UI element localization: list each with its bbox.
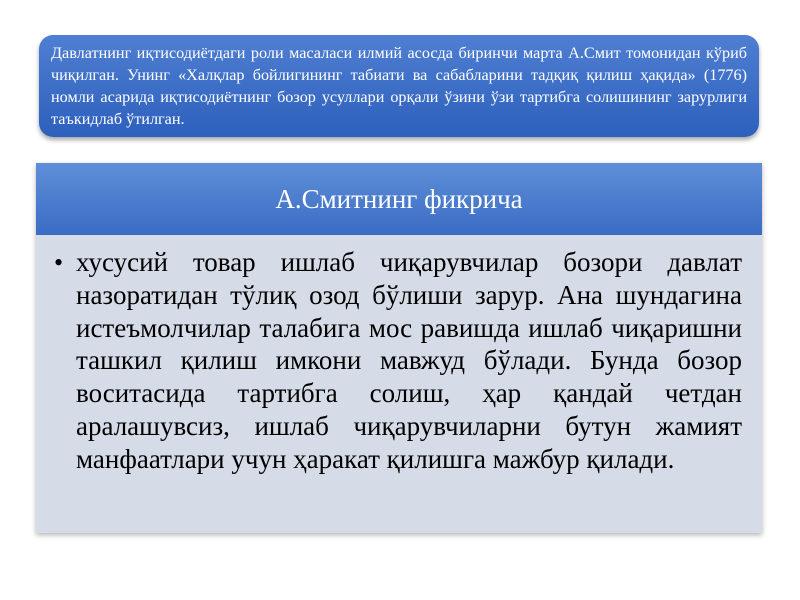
intro-box (39, 35, 759, 137)
bullet-marker: • (54, 248, 64, 277)
intro-text: Давлатнинг иқтисодиётдаги роли масаласи илмий асосда биринчи марта А.Смит томонидан кўриб чиқилган. Унинг «Халқлар бойлигининг табиати ва сабабларини тадқиқ қилиш ҳақида» (1776) номли асарида иқтисодиётнинг бозор усуллари орқали ўзини ўзи тартибга солишининг зарурлиги таъкидлаб ўтилган. (51, 44, 747, 128)
smith-opinion-card (36, 163, 762, 533)
card-body-text: хусусий товар ишлаб чиқарувчилар бозори давлат назоратидан тўлиқ озод бўлиши зарур. Ана шундагина истеъмолчилар талабига мос равишда ишлаб чиқаришни ташкил қилиш имкони мавжуд бўлади. Бунда бозор воситасида тартибга солиш, ҳар қандай четдан аралашувсиз, ишлаб чиқарувчиларни бутун жамият манфаатлари учун ҳаракат қилишга мажбур қилади. (76, 247, 742, 474)
card-title: А.Смитнинг фикрича (36, 163, 762, 235)
card-body (36, 235, 762, 476)
